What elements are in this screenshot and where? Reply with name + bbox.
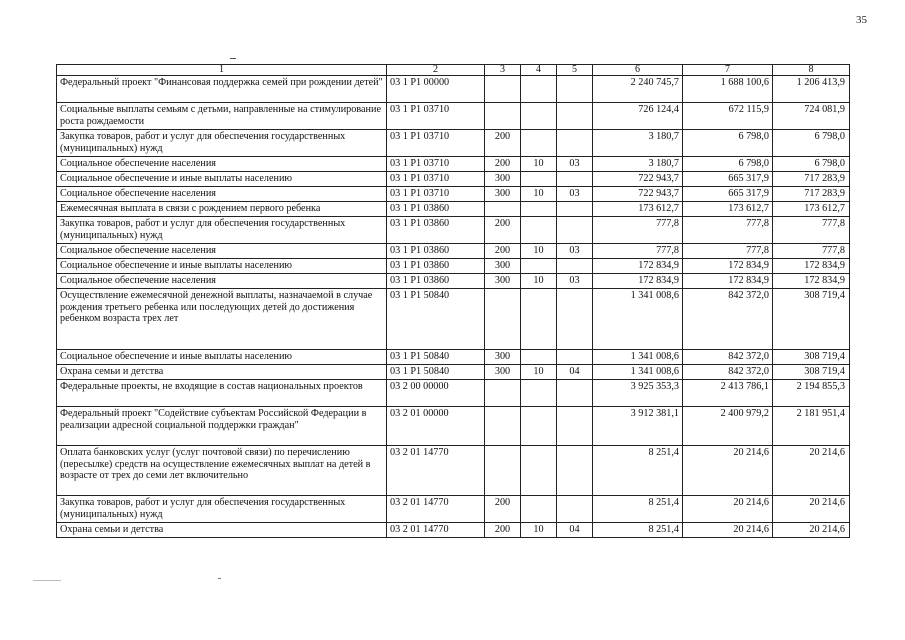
table-row	[57, 217, 850, 244]
row-expense-type	[485, 76, 521, 103]
row-value-col7: 20 214,6	[683, 523, 773, 538]
row-value-col8: 717 283,9	[773, 172, 850, 187]
table-row	[57, 187, 850, 202]
row-value-col8: 20 214,6	[773, 446, 850, 496]
row-value-col6: 726 124,4	[593, 103, 683, 130]
row-section	[521, 496, 557, 523]
table-row	[57, 446, 850, 496]
scan-mark	[218, 578, 221, 579]
row-expense-type: 200	[485, 244, 521, 259]
row-subsection	[557, 259, 593, 274]
row-value-col6: 3 912 381,1	[593, 407, 683, 446]
row-section: 10	[521, 187, 557, 202]
table-row	[57, 259, 850, 274]
row-expense-type: 300	[485, 172, 521, 187]
row-expense-type: 300	[485, 259, 521, 274]
row-value-col7: 842 372,0	[683, 289, 773, 350]
table-row	[57, 350, 850, 365]
row-code: 03 1 P1 03860	[387, 259, 485, 274]
table-row	[57, 172, 850, 187]
column-number: 5	[557, 65, 593, 76]
row-value-col6: 8 251,4	[593, 496, 683, 523]
row-expense-type: 200	[485, 130, 521, 157]
row-value-col8: 173 612,7	[773, 202, 850, 217]
row-name: Охрана семьи и детства	[57, 523, 387, 538]
row-section: 10	[521, 244, 557, 259]
row-subsection: 04	[557, 365, 593, 380]
row-code: 03 2 01 14770	[387, 496, 485, 523]
row-value-col7: 777,8	[683, 217, 773, 244]
row-code: 03 1 P1 00000	[387, 76, 485, 103]
row-name: Социальное обеспечение и иные выплаты населению	[57, 259, 387, 274]
row-code: 03 1 P1 03860	[387, 202, 485, 217]
row-subsection	[557, 350, 593, 365]
table-row	[57, 523, 850, 538]
row-expense-type: 200	[485, 523, 521, 538]
row-subsection	[557, 76, 593, 103]
row-value-col7: 672 115,9	[683, 103, 773, 130]
column-number: 3	[485, 65, 521, 76]
row-subsection	[557, 130, 593, 157]
row-code: 03 1 P1 50840	[387, 365, 485, 380]
column-number-row	[57, 65, 850, 76]
row-name: Социальное обеспечение населения	[57, 157, 387, 172]
row-expense-type: 300	[485, 365, 521, 380]
row-subsection	[557, 496, 593, 523]
row-value-col8: 2 194 855,3	[773, 380, 850, 407]
column-number: 4	[521, 65, 557, 76]
row-subsection	[557, 289, 593, 350]
row-value-col7: 1 688 100,6	[683, 76, 773, 103]
scan-edge	[33, 580, 61, 581]
row-name: Осуществление ежемесячной денежной выплаты, назначаемой в случае рождения третьего ребенка или последующих детей до достижения ребенком возраста трех лет	[57, 289, 387, 350]
row-section	[521, 202, 557, 217]
row-expense-type	[485, 380, 521, 407]
row-value-col6: 8 251,4	[593, 523, 683, 538]
row-code: 03 1 P1 03860	[387, 244, 485, 259]
row-section	[521, 407, 557, 446]
row-value-col8: 20 214,6	[773, 496, 850, 523]
row-value-col6: 3 180,7	[593, 157, 683, 172]
table-row	[57, 365, 850, 380]
table-row	[57, 380, 850, 407]
column-number: 6	[593, 65, 683, 76]
row-section: 10	[521, 274, 557, 289]
row-value-col8: 308 719,4	[773, 365, 850, 380]
row-expense-type	[485, 289, 521, 350]
row-subsection	[557, 217, 593, 244]
row-value-col6: 722 943,7	[593, 187, 683, 202]
row-expense-type: 200	[485, 157, 521, 172]
row-value-col8: 717 283,9	[773, 187, 850, 202]
row-name: Социальные выплаты семьям с детьми, направленные на стимулирование роста рождаемости	[57, 103, 387, 130]
row-subsection	[557, 446, 593, 496]
row-section	[521, 103, 557, 130]
row-subsection: 03	[557, 274, 593, 289]
row-value-col7: 172 834,9	[683, 259, 773, 274]
row-section	[521, 446, 557, 496]
row-section	[521, 350, 557, 365]
row-value-col8: 777,8	[773, 217, 850, 244]
row-expense-type: 200	[485, 217, 521, 244]
row-value-col6: 777,8	[593, 217, 683, 244]
row-section	[521, 217, 557, 244]
row-code: 03 1 P1 50840	[387, 350, 485, 365]
row-value-col8: 308 719,4	[773, 289, 850, 350]
row-section	[521, 172, 557, 187]
row-value-col7: 6 798,0	[683, 157, 773, 172]
row-name: Социальное обеспечение и иные выплаты населению	[57, 350, 387, 365]
row-subsection: 03	[557, 157, 593, 172]
row-expense-type	[485, 407, 521, 446]
row-name: Социальное обеспечение населения	[57, 244, 387, 259]
row-name: Ежемесячная выплата в связи с рождением первого ребенка	[57, 202, 387, 217]
row-value-col8: 20 214,6	[773, 523, 850, 538]
row-name: Закупка товаров, работ и услуг для обеспечения государственных (муниципальных) нужд	[57, 130, 387, 157]
table-row	[57, 130, 850, 157]
row-value-col7: 172 834,9	[683, 274, 773, 289]
row-subsection	[557, 172, 593, 187]
row-value-col8: 6 798,0	[773, 157, 850, 172]
row-name: Оплата банковских услуг (услуг почтовой связи) по перечислению (пересылке) средств на осуществление ежемесячных выплат на детей в возрасте от трех до семи лет включительно	[57, 446, 387, 496]
row-value-col6: 3 925 353,3	[593, 380, 683, 407]
table-row	[57, 157, 850, 172]
column-number: 1	[57, 65, 387, 76]
row-value-col8: 6 798,0	[773, 130, 850, 157]
row-code: 03 2 01 00000	[387, 407, 485, 446]
table-row	[57, 407, 850, 446]
row-name: Федеральный проект "Содействие субъектам Российской Федерации в реализации адресной социальной поддержки граждан"	[57, 407, 387, 446]
table-row	[57, 289, 850, 350]
row-value-col7: 777,8	[683, 244, 773, 259]
row-value-col6: 777,8	[593, 244, 683, 259]
row-code: 03 2 01 14770	[387, 523, 485, 538]
table-row	[57, 202, 850, 217]
row-subsection	[557, 380, 593, 407]
row-value-col7: 665 317,9	[683, 187, 773, 202]
row-subsection: 04	[557, 523, 593, 538]
row-code: 03 1 P1 03710	[387, 157, 485, 172]
row-value-col6: 172 834,9	[593, 259, 683, 274]
row-expense-type: 300	[485, 274, 521, 289]
row-value-col6: 172 834,9	[593, 274, 683, 289]
row-name: Федеральные проекты, не входящие в состав национальных проектов	[57, 380, 387, 407]
row-value-col7: 842 372,0	[683, 365, 773, 380]
table-row	[57, 496, 850, 523]
row-code: 03 1 P1 03710	[387, 130, 485, 157]
row-value-col7: 20 214,6	[683, 446, 773, 496]
row-name: Социальное обеспечение населения	[57, 187, 387, 202]
row-value-col7: 6 798,0	[683, 130, 773, 157]
row-section	[521, 259, 557, 274]
row-value-col7: 665 317,9	[683, 172, 773, 187]
row-value-col8: 724 081,9	[773, 103, 850, 130]
row-value-col7: 2 413 786,1	[683, 380, 773, 407]
row-section	[521, 76, 557, 103]
row-name: Закупка товаров, работ и услуг для обеспечения государственных (муниципальных) нужд	[57, 217, 387, 244]
row-section	[521, 289, 557, 350]
scan-mark	[230, 58, 236, 59]
row-value-col6: 722 943,7	[593, 172, 683, 187]
row-value-col6: 3 180,7	[593, 130, 683, 157]
column-number: 2	[387, 65, 485, 76]
table-row	[57, 103, 850, 130]
row-value-col6: 1 341 008,6	[593, 289, 683, 350]
row-name: Социальное обеспечение и иные выплаты населению	[57, 172, 387, 187]
budget-table	[56, 64, 850, 538]
row-value-col6: 2 240 745,7	[593, 76, 683, 103]
table-row	[57, 274, 850, 289]
row-section: 10	[521, 157, 557, 172]
row-code: 03 1 P1 50840	[387, 289, 485, 350]
row-value-col8: 1 206 413,9	[773, 76, 850, 103]
row-expense-type: 200	[485, 496, 521, 523]
row-value-col7: 2 400 979,2	[683, 407, 773, 446]
row-value-col6: 1 341 008,6	[593, 365, 683, 380]
table-row	[57, 244, 850, 259]
row-value-col6: 1 341 008,6	[593, 350, 683, 365]
row-section: 10	[521, 523, 557, 538]
row-section: 10	[521, 365, 557, 380]
row-value-col8: 308 719,4	[773, 350, 850, 365]
row-value-col6: 173 612,7	[593, 202, 683, 217]
row-code: 03 2 01 14770	[387, 446, 485, 496]
row-expense-type: 300	[485, 350, 521, 365]
row-code: 03 1 P1 03710	[387, 103, 485, 130]
column-number: 7	[683, 65, 773, 76]
row-expense-type	[485, 103, 521, 130]
row-value-col8: 777,8	[773, 244, 850, 259]
row-code: 03 1 P1 03710	[387, 187, 485, 202]
row-code: 03 1 P1 03710	[387, 172, 485, 187]
row-expense-type: 300	[485, 187, 521, 202]
row-expense-type	[485, 202, 521, 217]
row-value-col8: 2 181 951,4	[773, 407, 850, 446]
row-value-col7: 173 612,7	[683, 202, 773, 217]
row-value-col7: 842 372,0	[683, 350, 773, 365]
row-code: 03 1 P1 03860	[387, 274, 485, 289]
row-section	[521, 380, 557, 407]
row-name: Социальное обеспечение населения	[57, 274, 387, 289]
row-name: Закупка товаров, работ и услуг для обеспечения государственных (муниципальных) нужд	[57, 496, 387, 523]
row-value-col7: 20 214,6	[683, 496, 773, 523]
row-subsection	[557, 103, 593, 130]
table-row	[57, 76, 850, 103]
row-subsection: 03	[557, 244, 593, 259]
row-name: Охрана семьи и детства	[57, 365, 387, 380]
page-number: 35	[856, 14, 867, 26]
row-name: Федеральный проект "Финансовая поддержка семей при рождении детей"	[57, 76, 387, 103]
row-subsection	[557, 407, 593, 446]
row-section	[521, 130, 557, 157]
row-value-col8: 172 834,9	[773, 259, 850, 274]
row-code: 03 1 P1 03860	[387, 217, 485, 244]
row-value-col6: 8 251,4	[593, 446, 683, 496]
row-value-col8: 172 834,9	[773, 274, 850, 289]
row-subsection	[557, 202, 593, 217]
row-expense-type	[485, 446, 521, 496]
column-number: 8	[773, 65, 850, 76]
row-code: 03 2 00 00000	[387, 380, 485, 407]
row-subsection: 03	[557, 187, 593, 202]
